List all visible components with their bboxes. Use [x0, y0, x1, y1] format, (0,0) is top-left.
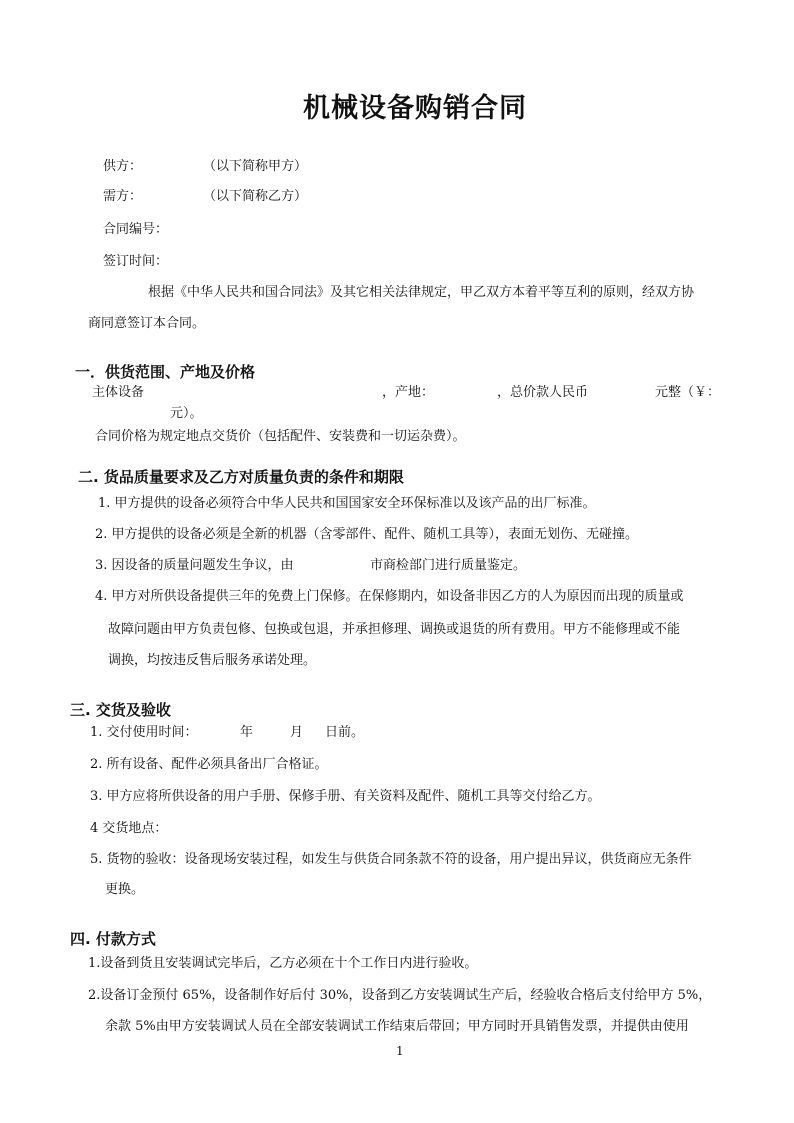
s2-item: 市商检部门进行质量鉴定。: [370, 558, 527, 573]
page-number: 1: [396, 1044, 404, 1058]
buyer-note: （以下简称乙方）: [203, 189, 308, 204]
s1-text: 元整（￥：: [655, 385, 721, 400]
sign-time-label: 签订时间：: [103, 254, 169, 269]
document-title: 机械设备购销合同: [303, 93, 527, 124]
s3-item: 2. 所有设备、配件必须具备出厂合格证。: [90, 757, 328, 772]
section-2-heading: 二. 货品质量要求及乙方对质量负责的条件和期限: [78, 468, 404, 486]
buyer-label: 需方：: [103, 189, 143, 204]
intro-line: 商同意签订本合同。: [88, 316, 206, 331]
s3-item: 1. 交付使用时间：: [90, 725, 198, 740]
s4-item: 余款 5%由甲方安装调试人员在全部安装调试工作结束后带回；甲方同时开具销售发票，并提供由使用: [105, 1019, 689, 1034]
s4-item: 2.设备订金预付 65%，设备制作好后付 30%，设备到乙方安装调试生产后，经验收合格后支付给甲方 5%，: [88, 988, 712, 1003]
s2-item: 故障问题由甲方负责包修、包换或包退，并承担修理、调换或退货的所有费用。甲方不能修理或不能: [108, 622, 681, 637]
s1-text: ，总价款人民币: [497, 385, 589, 400]
s3-item: 年: [240, 725, 254, 740]
s2-item: 4. 甲方对所供设备提供三年的免费上门保修。在保修期内，如设备非因乙方的人为原因而出现的质量或: [95, 589, 684, 604]
s1-text: 主体设备: [92, 385, 145, 400]
section-1-heading: 一．供货范围、产地及价格: [75, 363, 256, 381]
s3-item: 月: [290, 725, 304, 740]
s2-item: 2. 甲方提供的设备必须是全新的机器（含零部件、配件、随机工具等），表面无划伤、无碰撞。: [95, 527, 639, 542]
s3-item: 3. 甲方应将所供设备的用户手册、保修手册、有关资料及配件、随机工具等交付给乙方。: [90, 789, 601, 804]
s4-item: 1.设备到货且安装调试完毕后，乙方必须在十个工作日内进行验收。: [88, 956, 478, 971]
s3-item: 更换。: [105, 882, 145, 897]
s1-text: 合同价格为规定地点交货价（包括配件、安装费和一切运杂费）。: [95, 429, 466, 444]
s2-item: 1. 甲方提供的设备必须符合中华人民共和国国家安全环保标准以及该产品的出厂标准。: [98, 496, 596, 511]
supplier-note: （以下简称甲方）: [203, 159, 308, 174]
s3-item: 4 交货地点：: [90, 821, 168, 836]
s3-item: 5. 货物的验收：设备现场安装过程，如发生与供货合同条款不符的设备，用户提出异议，供货商应无条件: [90, 852, 692, 867]
s2-item: 调换，均按违反售后服务承诺处理。: [108, 653, 317, 668]
contract-no-label: 合同编号：: [103, 222, 169, 237]
s1-text: ，产地：: [382, 385, 435, 400]
s3-item: 日前。: [325, 725, 365, 740]
s1-text: 元）。: [170, 406, 203, 421]
intro-line: 根据《中华人民共和国合同法》及其它相关法律规定，甲乙双方本着平等互利的原则，经双方协: [148, 285, 695, 300]
s2-item: 3. 因设备的质量问题发生争议，由: [95, 558, 294, 573]
supplier-label: 供方：: [103, 159, 143, 174]
section-4-heading: 四. 付款方式: [70, 930, 156, 948]
section-3-heading: 三. 交货及验收: [70, 701, 171, 719]
